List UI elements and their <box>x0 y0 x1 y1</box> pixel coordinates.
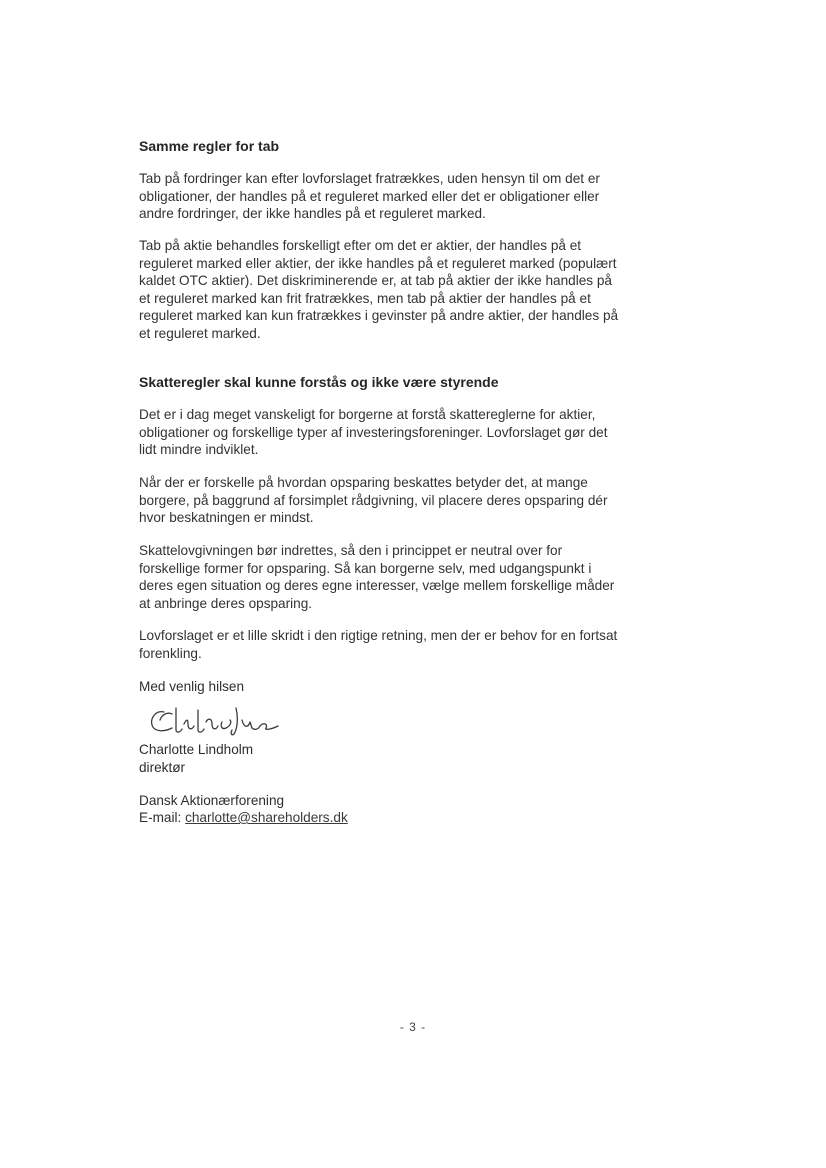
paragraph-forskelle <box>139 474 699 527</box>
paragraph-vanskeligt <box>139 406 699 459</box>
text-line: forskellige former for opsparing. Så kan borgerne selv, med udgangspunkt i <box>139 560 592 576</box>
section-heading-skatteregler: Skatteregler skal kunne forstås og ikke være styrende <box>139 374 499 390</box>
handwritten-signature <box>146 700 281 740</box>
paragraph-lovforslaget <box>139 627 699 662</box>
email-link[interactable]: charlotte@shareholders.dk <box>185 810 348 825</box>
text-line: lidt mindre indviklet. <box>139 442 259 458</box>
text-line: reguleret marked eller aktier, der ikke handles på et reguleret marked (populært <box>139 255 617 271</box>
text-line: Tab på fordringer kan efter lovforslaget fratrækkes, uden hensyn til om det er <box>139 171 600 186</box>
closing-greeting: Med venlig hilsen <box>139 679 245 694</box>
paragraph-tab-aktier <box>139 237 699 343</box>
text-line: forenkling. <box>139 645 202 661</box>
email-label: E-mail: <box>139 810 186 825</box>
text-line: obligationer, der handles på et reguleret marked eller det er obligationer eller <box>139 188 600 204</box>
paragraph-skattelovgivningen <box>139 542 699 612</box>
text-line: at anbringe deres opsparing. <box>139 595 313 611</box>
text-line: Det er i dag meget vanskeligt for borgerne at forstå skattereglerne for aktier, <box>139 407 596 422</box>
text-line: et reguleret marked. <box>139 325 261 341</box>
text-line: Når der er forskelle på hvordan opsparing beskattes betyder det, at mange <box>139 475 588 490</box>
paragraph-tab-fordringer <box>139 170 699 223</box>
text-line: kaldet OTC aktier). Det diskriminerende er, at tab på aktier der ikke handles på <box>139 273 612 289</box>
text-line: Tab på aktie behandles forskelligt efter om det er aktier, der handles på et <box>139 238 582 253</box>
text-line: andre fordringer, der ikke handles på et reguleret marked. <box>139 206 486 222</box>
signer-title: direktør <box>139 760 186 775</box>
text-line: et reguleret marked kan frit fratrækkes, men tab på aktier der handles på et <box>139 290 591 306</box>
signer-name: Charlotte Lindholm <box>139 742 254 757</box>
organization-name: Dansk Aktionærforening <box>139 793 285 808</box>
text-line: hvor beskatningen er mindst. <box>139 510 314 526</box>
text-line: deres egen situation og deres egne interesser, vælge mellem forskellige måder <box>139 578 615 594</box>
text-line: obligationer og forskellige typer af investeringsforeninger. Lovforslaget gør det <box>139 424 608 440</box>
text-line: borgere, på baggrund af forsimplet rådgivning, vil placere deres opsparing dér <box>139 492 608 508</box>
page-number: - 3 - <box>399 1020 427 1034</box>
email-line <box>139 809 348 827</box>
text-line: Lovforslaget er et lille skridt i den rigtige retning, men der er behov for en fortsat <box>139 628 618 643</box>
text-line: Skattelovgivningen bør indrettes, så den i princippet er neutral over for <box>139 543 563 558</box>
text-line: reguleret marked kan kun fratrækkes i gevinster på andre aktier, der handles på <box>139 308 619 324</box>
section-heading-tab: Samme regler for tab <box>139 138 280 154</box>
